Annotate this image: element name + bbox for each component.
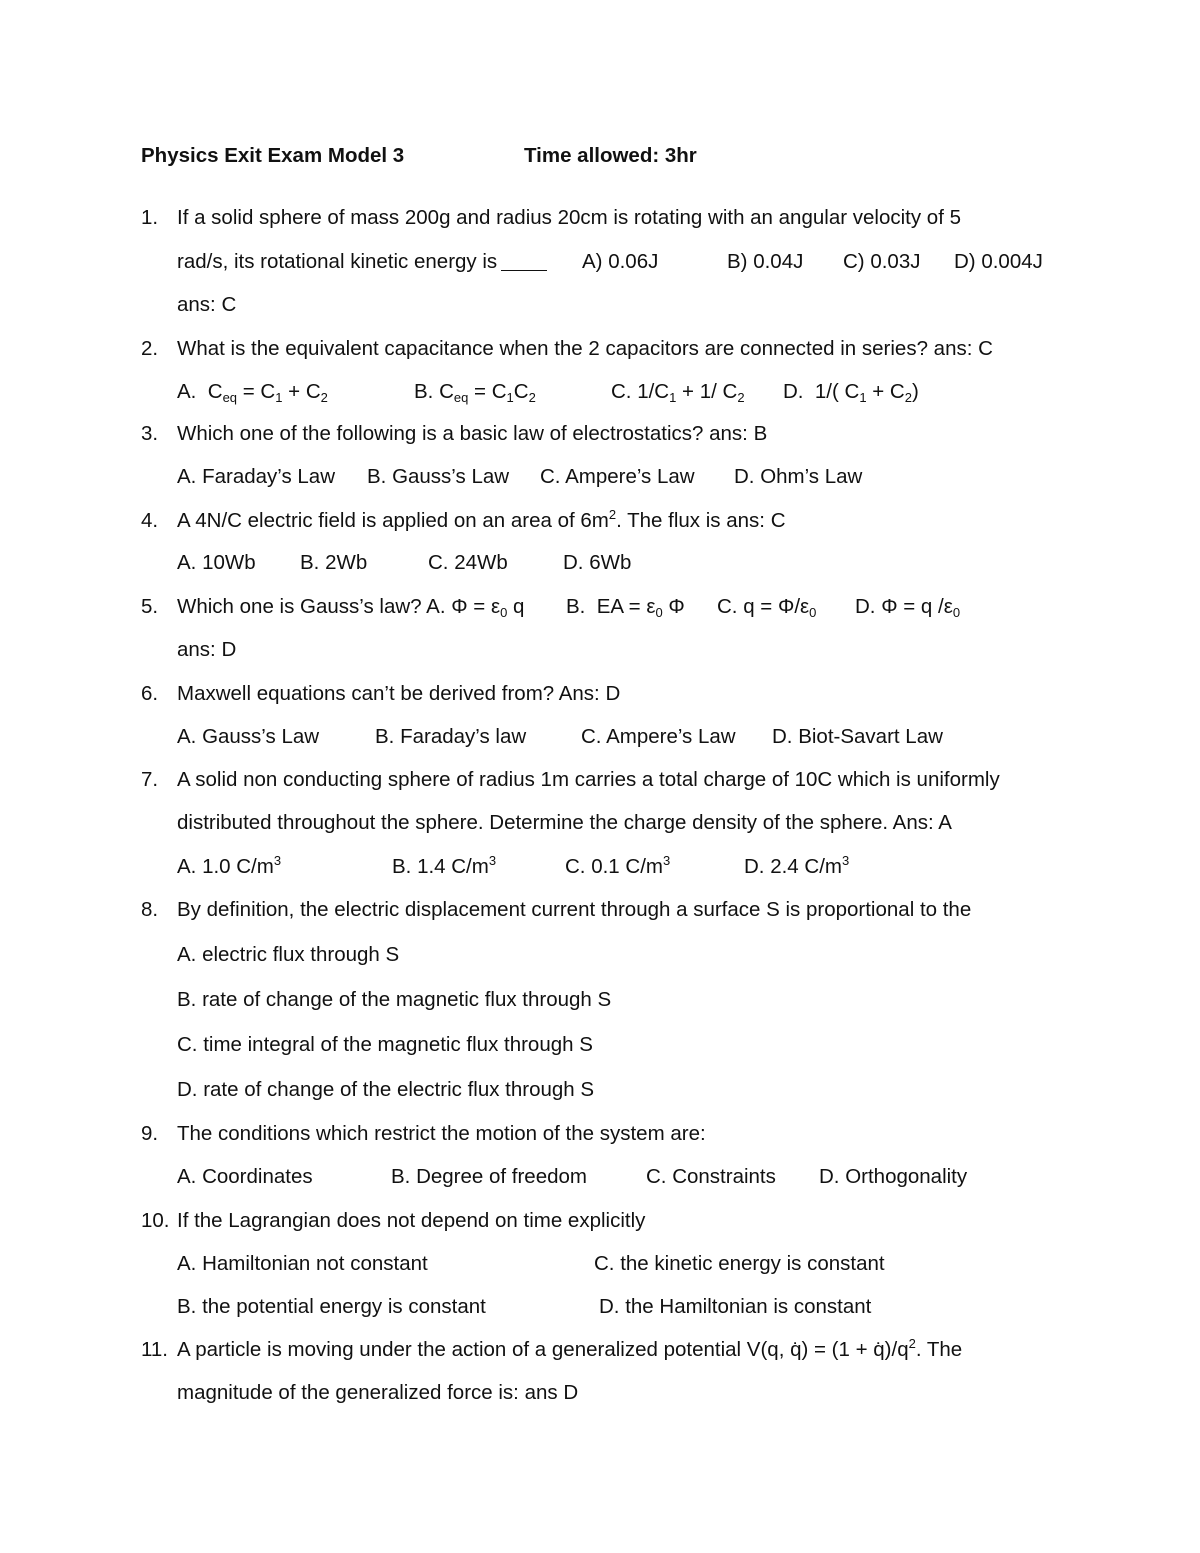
superscript: 3 bbox=[273, 853, 282, 868]
option-c: C. $1/C_1 + 1/$ $C_2$ bbox=[611, 380, 745, 405]
question-number: 2. bbox=[141, 337, 159, 360]
superscript: 3 bbox=[488, 853, 497, 868]
question-number: 9. bbox=[141, 1122, 159, 1145]
question-number: 3. bbox=[141, 422, 159, 445]
question-text: The conditions which restrict the motion of the system are: bbox=[177, 1122, 706, 1145]
option-c: C) 0.03J bbox=[843, 250, 921, 273]
question-number: 10. bbox=[141, 1209, 170, 1232]
question-number: 11. bbox=[141, 1338, 168, 1361]
question-text: Maxwell equations can’t be derived from? Ans: D bbox=[177, 682, 621, 705]
option-b: B. $C_{eq} = C_1C_2$ bbox=[414, 380, 536, 405]
question-number: 8. bbox=[141, 898, 159, 921]
option-a bbox=[177, 854, 281, 880]
question-text-part: A particle is moving under the action of a generalized potential V(q, q̇) = (1 + q̇)/q bbox=[177, 1338, 909, 1361]
option-b: B. 2Wb bbox=[300, 551, 368, 574]
superscript: 2 bbox=[908, 1336, 916, 1351]
option-d: D. 6Wb bbox=[563, 551, 632, 574]
option-b: B. the potential energy is constant bbox=[177, 1295, 486, 1318]
option-c: C. Ampere’s Law bbox=[581, 725, 736, 748]
option-c bbox=[565, 854, 670, 880]
question-text: By definition, the electric displacement current through a surface S is proportional to the bbox=[177, 898, 972, 921]
option-c: C. the kinetic energy is constant bbox=[594, 1252, 885, 1275]
question-text: If the Lagrangian does not depend on time explicitly bbox=[177, 1209, 646, 1232]
option-a: A. Faraday’s Law bbox=[177, 465, 336, 488]
option-a: A. electric flux through S bbox=[177, 943, 400, 966]
option-d: D. the Hamiltonian is constant bbox=[599, 1295, 872, 1318]
option-d: D. Biot-Savart Law bbox=[772, 725, 943, 748]
option-b: B. Gauss’s Law bbox=[367, 465, 510, 488]
question-text bbox=[177, 508, 786, 534]
option-a: A) 0.06J bbox=[582, 250, 659, 273]
option-text: A. 1.0 C/m bbox=[177, 855, 274, 878]
option-c: C. $q = \Phi/\varepsilon_0$ bbox=[717, 595, 817, 620]
option-a: A. Coordinates bbox=[177, 1165, 313, 1188]
option-a: A. Gauss’s Law bbox=[177, 725, 320, 748]
question-number: 1. bbox=[141, 206, 159, 229]
answer: ans: C bbox=[177, 293, 237, 316]
question-text: If a solid sphere of mass 200g and radius 20cm is rotating with an angular velocity of 5 bbox=[177, 206, 961, 229]
question-text: What is the equivalent capacitance when the 2 capacitors are connected in series? ans: C bbox=[177, 337, 993, 360]
question-text-part: rad/s, its rotational kinetic energy is bbox=[177, 250, 498, 273]
question-number: 5. bbox=[141, 595, 159, 618]
question-text-part: A 4N/C electric field is applied on an area of 6m bbox=[177, 509, 609, 532]
option-d: D. Ohm’s Law bbox=[734, 465, 863, 488]
question-text: A solid non conducting sphere of radius 1m carries a total charge of 10C which is uniformly bbox=[177, 768, 1000, 791]
option-d: D. Orthogonality bbox=[819, 1165, 968, 1188]
question-text-part: . The bbox=[915, 1338, 963, 1361]
option-b: B. Faraday’s law bbox=[375, 725, 527, 748]
question-text-cont: magnitude of the generalized force is: ans D bbox=[177, 1381, 579, 1404]
option-c: C. Ampere’s Law bbox=[540, 465, 695, 488]
time-allowed: Time allowed: 3hr bbox=[524, 144, 697, 167]
superscript: 3 bbox=[841, 853, 850, 868]
question-text bbox=[177, 1337, 962, 1363]
question-text-part: Which one is Gauss’s law? bbox=[177, 595, 422, 618]
option-a: A. 10Wb bbox=[177, 551, 256, 574]
option-d: D) 0.004J bbox=[954, 250, 1043, 273]
question-number: 4. bbox=[141, 509, 159, 532]
exam-title: Physics Exit Exam Model 3 bbox=[141, 144, 405, 167]
question-text: Which one of the following is a basic law of electrostatics? ans: B bbox=[177, 422, 768, 445]
option-a: A. $C_{eq} = C_1 + C_2$ bbox=[177, 380, 328, 405]
question-text-part: . The flux is ans: C bbox=[616, 509, 786, 532]
question-text: Which one is Gauss’s law? A. $\Phi = \varepsilon_0$ q bbox=[177, 595, 525, 620]
question-text-cont bbox=[177, 249, 551, 275]
question-text-cont: distributed throughout the sphere. Determine the charge density of the sphere. Ans: A bbox=[177, 811, 952, 834]
option-b: B) 0.04J bbox=[727, 250, 804, 273]
option-d: D. Φ = q $/\varepsilon_0$ bbox=[855, 595, 961, 620]
option-d: D. rate of change of the electric flux through S bbox=[177, 1078, 595, 1101]
superscript: 3 bbox=[662, 853, 671, 868]
option-b: B. Degree of freedom bbox=[391, 1165, 587, 1188]
option-b bbox=[392, 854, 496, 880]
superscript: 2 bbox=[608, 507, 617, 522]
option-text: B. 1.4 C/m bbox=[392, 855, 489, 878]
blank-line bbox=[501, 252, 547, 271]
option-d bbox=[744, 854, 849, 880]
question-number: 7. bbox=[141, 768, 159, 791]
option-d: D. 1/( $C_1 + C_2$) bbox=[783, 380, 919, 405]
answer: ans: D bbox=[177, 638, 237, 661]
option-c: C. time integral of the magnetic flux through S bbox=[177, 1033, 593, 1056]
question-number: 6. bbox=[141, 682, 159, 705]
option-c: C. 24Wb bbox=[428, 551, 508, 574]
option-a: A. Hamiltonian not constant bbox=[177, 1252, 428, 1275]
option-b: B. rate of change of the magnetic flux through S bbox=[177, 988, 612, 1011]
option-text: C. 0.1 C/m bbox=[565, 855, 663, 878]
option-text: D. 2.4 C/m bbox=[744, 855, 842, 878]
option-b: B. EA = $\varepsilon_0$ Φ bbox=[566, 595, 685, 620]
option-c: C. Constraints bbox=[646, 1165, 776, 1188]
